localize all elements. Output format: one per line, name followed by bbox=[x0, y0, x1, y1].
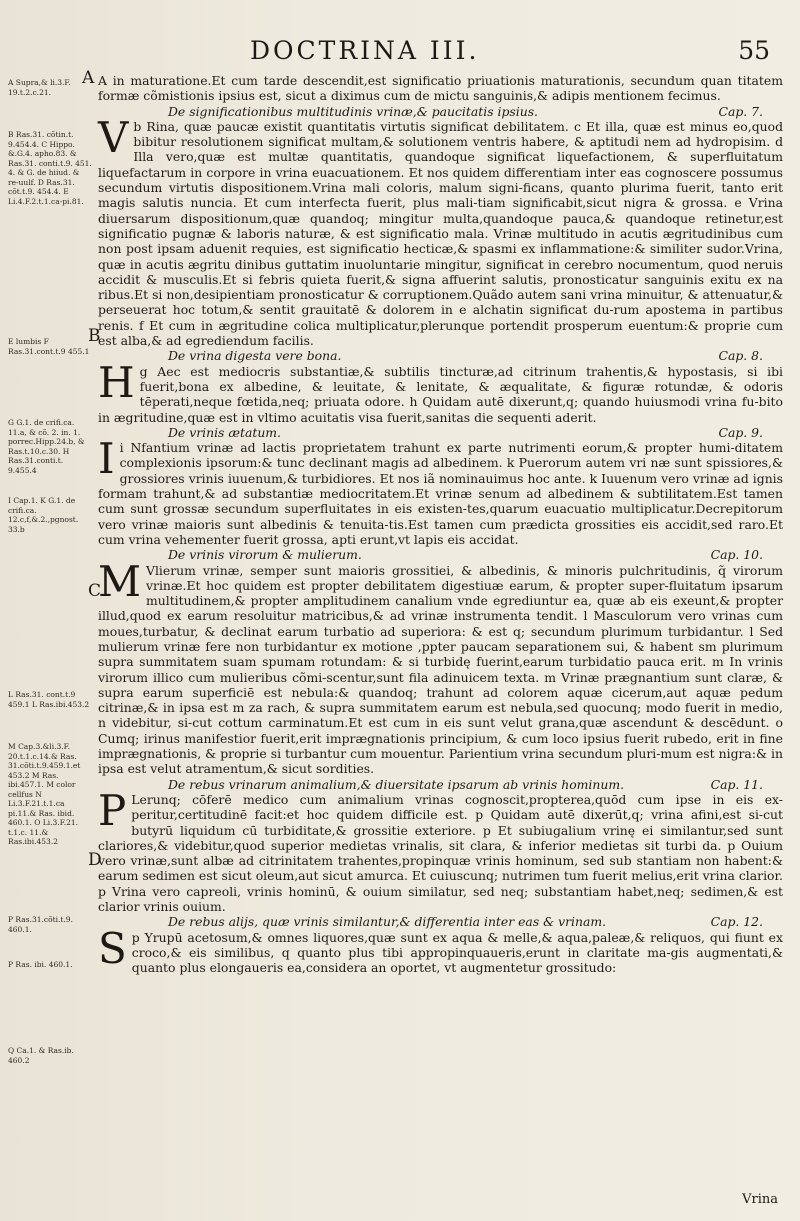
chapter-11 bbox=[98, 777, 783, 915]
paragraph bbox=[98, 112, 783, 349]
chapter-heading bbox=[98, 348, 783, 363]
running-header bbox=[250, 36, 770, 70]
chapter-10 bbox=[98, 547, 783, 776]
chapter-number: Cap. 8. bbox=[718, 348, 763, 364]
running-title: DOCTRINA III. bbox=[250, 36, 480, 65]
chapter-12 bbox=[98, 914, 783, 975]
paragraph-text: b Rina, quæ paucæ existit quantitatis virtutis significat debilitatem. c Et illa, quæ est minus eo,quod bibitur resolutionem significat multam,& solutionem ventris habere, & aptitudi nem ad hydropisim. d Illa vero,quæ est multæ quantitatis, quandoque significat liquefactionem, & superfluitatum liquefactarum in corpore in vrina euacuationem. Et nos quidem differentiam inter eas cognoscere possumus secundum virtutis dispositionem.Vrina mali coloris, malum signi-ficans, quanto plurima fuerit, tanto erit magis salutis nuncia. Et cum interfecta fuerit, plus mali-tiam significabit,sicut nigra & grossa. e Vrina diuersarum dispositionum,quæ quandoq; mingitur multa,quandoque pauca,& quandoque retinetur,est significatio pugnæ & laboris naturæ, & est significatio mala. Vrinæ multitudo in acutis ægritudinibus cum non post ipsam aduenit requies, est significatio hecticæ,& spasmi ex inflammatione:& similiter sudor.Vrina, quæ in acutis ægritu dinibus guttatim inuoluntarie mingitur, significat in cerebro nocumentum, quod neruis accidit & musculis.Et si febris quieta fuerit,& signa affuerint salutis, pronosticatur sanguinis exitu ex na ribus.Et si non,desipientiam pronosticatur & corruptionem.Quãdo autem sani vrina minuitur, & attenuatur,& perseuerat hoc totum,& sentit grauitatē & dolorem in e alchatin significat du-rum apostema in partibus renis. f Et cum in ægritudine colica multiplicatur,plerunque portendit prosperum euentum:& proprie cum est alba,& ad egrediendum facilis. bbox=[98, 118, 783, 349]
margin-note: A Supra,& li.3.F. 19.t.2.c.21. bbox=[8, 78, 71, 97]
paragraph: A in maturatione.Et cum tarde descendit,est significatio priuationis maturationis, secundum quan titatem formæ cõmistionis ipsius est, sicut a diximus cum de mictu sanguinis,& adipis mentionem fecimus. bbox=[98, 73, 783, 104]
section-letter-b: B bbox=[88, 326, 101, 346]
drop-cap: S bbox=[98, 923, 127, 973]
section-letter-d: D bbox=[88, 850, 102, 870]
chapter-heading-text: De rebus vrinarum animalium,& diuersitate ipsarum ab vrinis hominum. bbox=[168, 776, 625, 792]
text-block bbox=[98, 73, 783, 104]
chapter-8 bbox=[98, 348, 783, 424]
catchword: Vrina bbox=[742, 1192, 778, 1207]
chapter-heading-text: De vrina digesta vere bona. bbox=[168, 348, 342, 364]
margin-note: B Ras.31. cõtin.t. 9.454.4. C Hippo. &.G.4. apho.83. & Ras.31. conti.t.9. 451. 4. & G. de hiiud. & re-uulf. D Ras.31. cõt.t.9. 454.4. E Li.4.F.2.t.1.ca-pi.81. bbox=[8, 130, 92, 206]
margin-notes bbox=[8, 0, 95, 1221]
drop-cap: M bbox=[98, 556, 142, 606]
chapter-heading bbox=[98, 547, 783, 562]
paragraph-text: Lerunq; cōferē medico cum animalium vrinas cognoscit,propterea,quōd cum ipse in eis ex-peritur,certitudinē facit:et hoc quidem difficile est. p Quidam autē dixerūt,q; vrina afini,est si-cut butyrū liquidum cū turbiditate,& grossitie exteriore. p Et subiugalium vrinę ei similantur,sed sunt clariores,& videbitur,quod superior medietas vrinalis, sit clara, & inferior medietas sit turbi da. p Ouium vero vrinæ,sunt albæ ad citrinitatem trahentes,propinquæ vrinis hominum, sed sub stantiam non habent:& earum sedimen est sicut oleum,aut sicut amurca. Et cuiuscunq; nutrimen tum fuerit melius,erit vrina clarior. p Vrina vero capreoli, vrinis hominū, & ouium similatur, sed neq; substantiam habet,neq; sedimen,& est clarior vrinis ouium. bbox=[98, 791, 783, 915]
chapter-heading-text: De significationibus multitudinis vrinæ,& paucitatis ipsius. bbox=[168, 103, 538, 119]
chapter-heading-text: De vrinis virorum & mulierum. bbox=[168, 547, 362, 563]
main-text-column bbox=[98, 73, 783, 976]
margin-note: G G.1. de crifi.ca. 11.a, & cõ. 2. in. 1. porrec.Hipp.24.b, & Ras.t.10.c.30. H Ras.31.conti.t. 9.455.4 bbox=[8, 418, 85, 475]
paragraph-text: p Yrupū acetosum,& omnes liquores,quæ sunt ex aqua & melle,& aqua,paleæ,& reliquos, qui fiunt ex croco,& eis similibus, q quanto plus tibi appropinquaueris,erunt in claritate ma-gis augmentati,& quanto plus elongaueris ea,considera an oportet, vt augmentetur grossitudo: bbox=[131, 929, 783, 976]
chapter-9 bbox=[98, 425, 783, 547]
paragraph bbox=[98, 357, 783, 425]
paragraph bbox=[98, 556, 783, 777]
margin-note: I Cap.1. K G.1. de crifi.ca. 12.c,f,&.2.,pgnost. 33.b bbox=[8, 496, 79, 534]
paragraph bbox=[98, 785, 783, 915]
margin-note: M Cap.3.&li.3.F. 20.t.1.c.14.& Ras. 31.cõti.t.9.459.1.et 453.2 M Ras. ibi.457.1. M color cellfus N Li.3.F.21.t.1.ca pi.11.& Ras. ibid. 460.1. O Li.3.F.21. t.1.c. 11.& Ras.ibi.453.2 bbox=[8, 742, 81, 846]
chapter-heading-text: De rebus alijs, quæ vrinis similantur,& differentia inter eas & vrinam. bbox=[168, 914, 607, 930]
paragraph-text: i Nfantium vrinæ ad lactis proprietatem trahunt ex parte nutrimenti eorum,& propter humi-ditatem complexionis ipsorum:& tunc declinant magis ad albedinem. k Puerorum autem vri næ sunt spissiores,& grossiores vrinis iuuenum,& turbidiores. Et nos iã nominauimus hoc ante. k Iuuenum vero vrinæ ad ignis formam trahunt,& ad substantiæ mediocritatem.Et vrinæ senum ad albedinem & subtilitatem.Est tamen cum sunt grossæ secundum superfluitates in eis existen-tes,quarum euacuatio multiplicatur.Decrepitorum vero vrinæ maioris sunt albedinis & tenuita-tis.Est tamen cum prædicta grossities eis accidit,sed raro.Et cum vrina vehementer fuerit grossa, apti erunt,vt lapis eis accidat. bbox=[98, 440, 783, 547]
chapter-heading bbox=[98, 914, 783, 929]
chapter-heading bbox=[98, 425, 783, 440]
section-letter-a: A bbox=[82, 68, 95, 88]
paragraph bbox=[98, 923, 783, 976]
page-number: 55 bbox=[738, 36, 770, 65]
chapter-heading bbox=[98, 104, 783, 119]
chapter-number: Cap. 12. bbox=[710, 914, 763, 930]
chapter-number: Cap. 10. bbox=[710, 547, 763, 563]
margin-note: Q Ca.1. & Ras.ib. 460.2 bbox=[8, 1046, 74, 1065]
paragraph-text: Vlierum vrinæ, semper sunt maioris grossitiei, & albedinis, & minoris pulchritudinis, q̃ virorum vrinæ.Et hoc quidem est propter debilitatem digestiuæ earum, & propter super-fluitatum ipsarum multitudinem,& propter amplitudinem canalium vnde egrediuntur ea, quæ ab eis exeunt,& propter illud,quod ex earum resoluitur matricibus,& ad vrinæ instrumenta tendit. l Masculorum vero vrinas cum moues,turbatur, & declinat earum turbatio ad superiora: & est q; secundum plurimum turbidantur. l Sed mulierum vrinæ fere non turbidantur ex motione ,ppter paucam separationem sui, & habent sm plurimum supra summitatem suam spumam rotundam: & si turbidę fuerint,earum turbidatio pauca erit. m In vrinis virorum illico cum mulieribus cõmi-scentur,sunt fila adinuicem texta. m Vrinæ prægnantium sunt claræ, & supra earum superficiē est nebula:& quandoq; trahunt ad colorem aquæ cicerum,aut aquæ pedum citrinæ,& in ipsa est m za rach, & supra summitatem earum est nebula,sed quocunq; modo fuerit in medio, n videbitur, si-cut cottum carminatum.Et est cum in eis sunt velut grana,quæ ascendunt & descēdunt. o Cumq; irinus manifestior fuerit,erit imprægnationis principium, & cum loco ipsius fuerit rubedo, erit in fine imprægnationis, & proprie si turbantur cum mouentur. Parientium vrina secundum pluri-mum est nigra:& in ipsa est velut atramentum,& sicut sordities. bbox=[98, 562, 783, 777]
margin-note: E lumbis F Ras.31.cont.t.9 455.1 bbox=[8, 337, 90, 356]
margin-note: L Ras.31. cont.t.9 459.1 L Ras.ibi.453.2 bbox=[8, 690, 90, 709]
margin-note: P Ras. ibi. 460.1. bbox=[8, 960, 73, 969]
chapter-heading bbox=[98, 777, 783, 792]
drop-cap: P bbox=[98, 785, 127, 835]
section-letter-c: C bbox=[88, 581, 102, 601]
drop-cap: V bbox=[98, 112, 129, 162]
margin-note: P Ras.31.cõti.t.9. 460.1. bbox=[8, 915, 73, 934]
paragraph bbox=[98, 434, 783, 547]
chapter-number: Cap. 11. bbox=[710, 776, 763, 792]
chapter-number: Cap. 7. bbox=[718, 103, 763, 119]
chapter-7 bbox=[98, 104, 783, 349]
drop-cap: I bbox=[98, 434, 115, 484]
paragraph-text: g Aec est mediocris substantiæ,& subtilis tincturæ,ad citrinum trahentis,& hypostasis, si ibi fuerit,bona ex albedine, & leuitate, & lenitate, & æqualitate, & figuræ rotundæ, & odoris tēperati,neque fœtida,neq; priuata odore. h Quidam autē dixerunt,q; quando huiusmodi vrina fu-bito in ægritudine,quæ est in vltimo acuitatis visa fuerit,sanitas die sequenti aderit. bbox=[98, 363, 783, 425]
chapter-heading-text: De vrinis ætatum. bbox=[168, 424, 281, 440]
chapter-number: Cap. 9. bbox=[718, 424, 763, 440]
drop-cap: H bbox=[98, 357, 135, 407]
